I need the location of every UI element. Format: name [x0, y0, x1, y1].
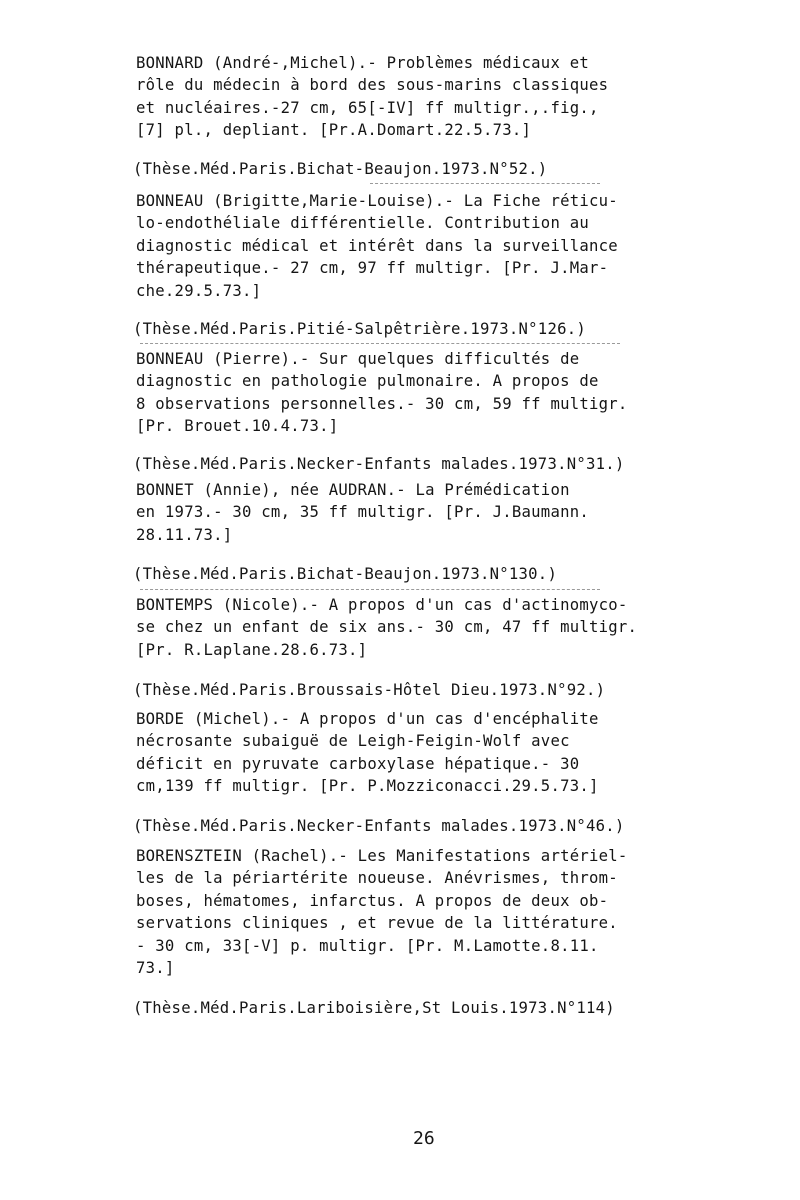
entry-text-line: [Pr. Brouet.10.4.73.]	[136, 417, 339, 436]
entry-text-line: BONNEAU (Brigitte,Marie-Louise).- La Fiche réticu-	[136, 192, 618, 210]
catalog-entry	[136, 479, 676, 546]
entry-text-line: déficit en pyruvate carboxylase hépatique.- 30	[136, 754, 580, 773]
separator-rule	[370, 183, 600, 184]
entry-text-line: 73.]	[136, 959, 175, 978]
thesis-source: (Thèse.Méd.Paris.Broussais-Hôtel Dieu.1973.N°92.)	[133, 681, 606, 699]
entry-text-line: nécrosante subaiguë de Leigh-Feigin-Wolf avec	[136, 732, 570, 751]
entry-text-line: diagnostic en pathologie pulmonaire. A propos de	[136, 372, 599, 391]
entry-text-line: BONNET (Annie), née AUDRAN.- La Prémédication	[136, 481, 570, 499]
entry-text-line: en 1973.- 30 cm, 35 ff multigr. [Pr. J.Baumann.	[136, 503, 589, 522]
entry-text-line: les de la périartérite noueuse. Anévrismes, throm-	[136, 869, 618, 888]
entry-text-line: BONTEMPS (Nicole).- A propos d'un cas d'actinomyco-	[136, 596, 628, 614]
entry-text-line: lo-endothéliale différentielle. Contribution au	[136, 214, 589, 233]
separator-rule	[140, 343, 620, 344]
catalog-entry	[136, 190, 676, 302]
catalog-entry	[136, 348, 676, 438]
entry-text-line: [7] pl., depliant. [Pr.A.Domart.22.5.73.]	[136, 121, 532, 140]
thesis-source: (Thèse.Méd.Paris.Necker-Enfants malades.1973.N°46.)	[133, 817, 625, 835]
page-number: 26	[413, 1128, 435, 1149]
entry-text-line: diagnostic médical et intérêt dans la surveillance	[136, 236, 618, 255]
entry-text-line: boses, hématomes, infarctus. A propos de deux ob-	[136, 891, 609, 910]
entry-text-line: servations cliniques , et revue de la littérature.	[136, 914, 618, 933]
catalog-entry	[136, 52, 676, 142]
entry-text-line: - 30 cm, 33[-V] p. multigr. [Pr. M.Lamotte.8.11.	[136, 936, 599, 955]
entry-text-line: BONNEAU (Pierre).- Sur quelques difficultés de	[136, 350, 580, 368]
entry-text-line: che.29.5.73.]	[136, 281, 262, 300]
entry-text-line: et nucléaires.-27 cm, 65[-IV] ff multigr.,.fig.,	[136, 98, 599, 117]
entry-text-line: [Pr. R.Laplane.28.6.73.]	[136, 640, 368, 659]
thesis-source: (Thèse.Méd.Paris.Bichat-Beaujon.1973.N°52.)	[133, 160, 548, 178]
catalog-entry	[136, 845, 676, 979]
thesis-source: (Thèse.Méd.Paris.Lariboisière,St Louis.1973.N°114)	[133, 999, 615, 1017]
entry-text-line: thérapeutique.- 27 cm, 97 ff multigr. [Pr. J.Mar-	[136, 259, 609, 278]
catalog-entry	[136, 594, 676, 661]
entry-text-line: 8 observations personnelles.- 30 cm, 59 ff multigr.	[136, 394, 628, 413]
catalog-entry	[136, 708, 676, 798]
entry-text-line: cm,139 ff multigr. [Pr. P.Mozziconacci.29.5.73.]	[136, 777, 599, 796]
thesis-source: (Thèse.Méd.Paris.Necker-Enfants malades.1973.N°31.)	[133, 455, 625, 473]
thesis-source: (Thèse.Méd.Paris.Bichat-Beaujon.1973.N°130.)	[133, 565, 558, 583]
entry-text-line: BORENSZTEIN (Rachel).- Les Manifestations artériel-	[136, 847, 628, 865]
entry-text-line: 28.11.73.]	[136, 525, 233, 544]
separator-rule	[140, 589, 600, 590]
thesis-source: (Thèse.Méd.Paris.Pitié-Salpêtrière.1973.N°126.)	[133, 320, 586, 338]
entry-text-line: BORDE (Michel).- A propos d'un cas d'encéphalite	[136, 710, 599, 728]
entry-text-line: BONNARD (André-,Michel).- Problèmes médicaux et	[136, 54, 589, 72]
entry-text-line: rôle du médecin à bord des sous-marins classiques	[136, 76, 609, 95]
entry-text-line: se chez un enfant de six ans.- 30 cm, 47 ff multigr.	[136, 618, 638, 637]
